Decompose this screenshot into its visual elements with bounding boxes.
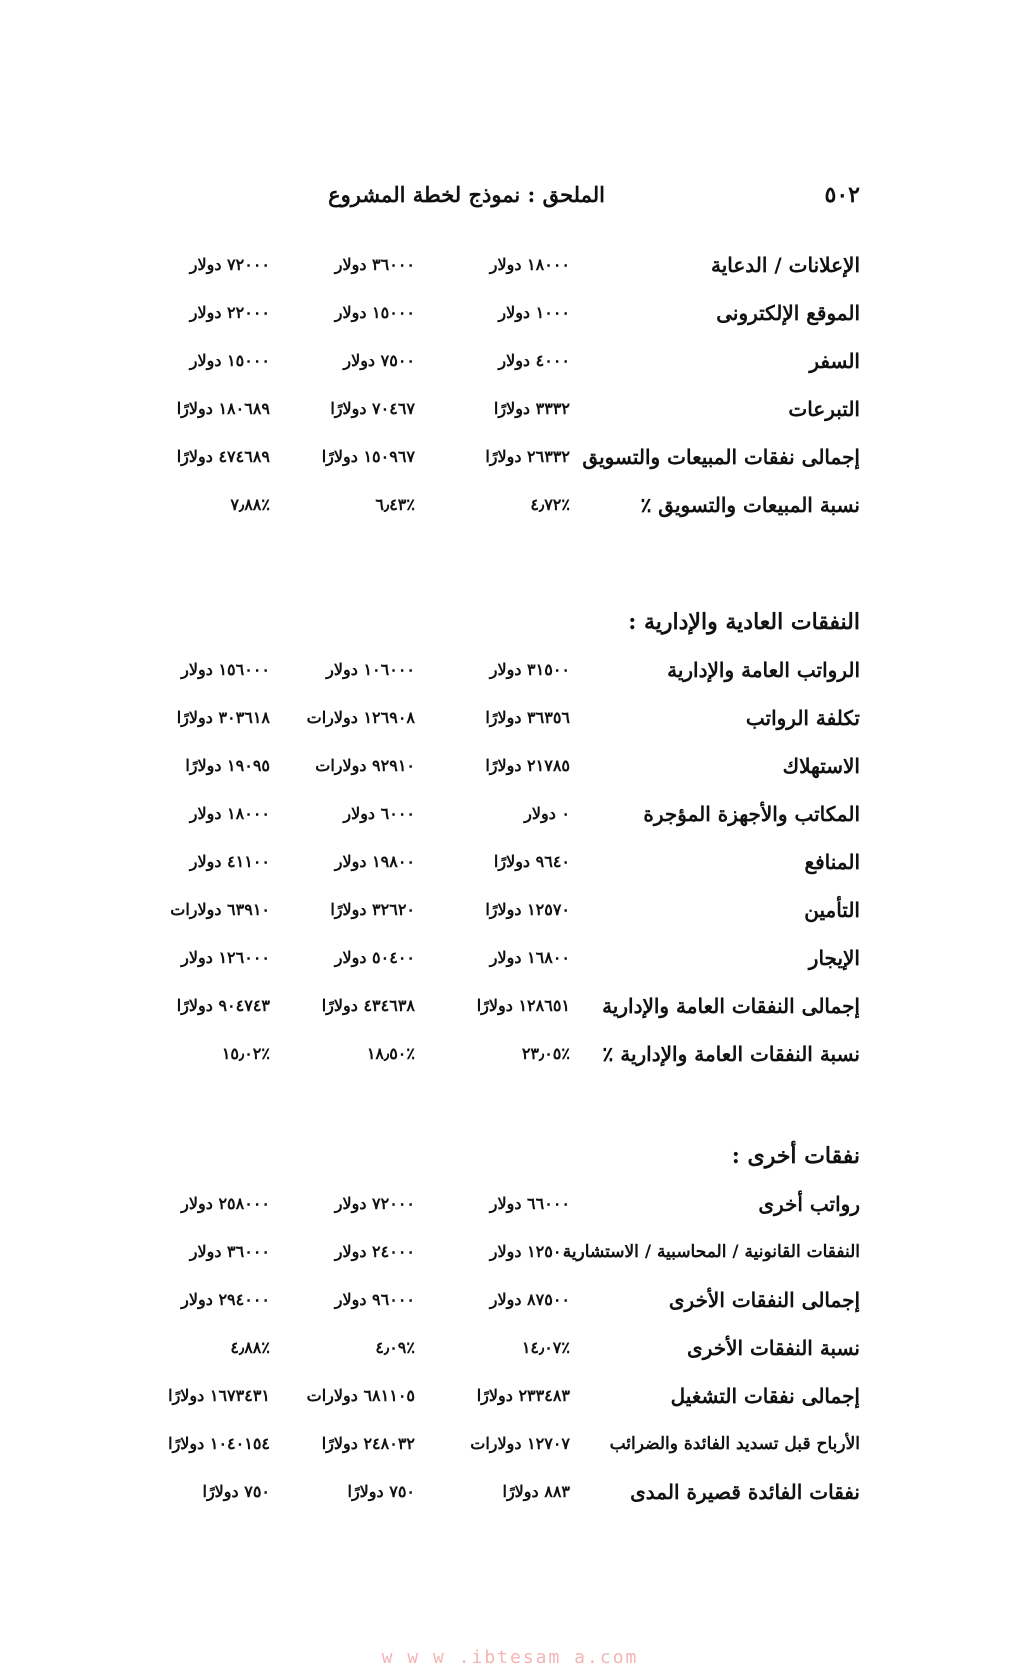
value-year-1: ٠ دولار bbox=[524, 804, 570, 823]
row-label: السفر bbox=[809, 349, 860, 373]
value-year-1: ٪٤٫٧٢ bbox=[530, 495, 570, 514]
value-year-3: ٣٠٣٦١٨ دولارًا bbox=[176, 708, 270, 727]
table-row bbox=[140, 385, 860, 433]
section-other-expenses bbox=[140, 1132, 860, 1516]
table-row bbox=[140, 1420, 860, 1468]
value-year-3: ٢٢٠٠٠ دولار bbox=[189, 303, 270, 322]
value-year-3: ٧٥٠ دولارًا bbox=[202, 1482, 270, 1501]
row-label: التبرعات bbox=[788, 397, 860, 421]
value-year-2: ١٩٨٠٠ دولار bbox=[334, 852, 415, 871]
row-label: نسبة النفقات العامة والإدارية ٪ bbox=[602, 1042, 860, 1066]
section-general-admin bbox=[140, 598, 860, 1078]
table-row-total bbox=[140, 1276, 860, 1324]
value-year-2: ٦٨١١٠٥ دولارات bbox=[306, 1386, 415, 1405]
row-label: النفقات القانونية / المحاسبية / الاستشارية bbox=[562, 1242, 860, 1262]
value-year-3: ٢٥٨٠٠٠ دولار bbox=[181, 1194, 270, 1213]
value-year-1: ١٢٨٦٥١ دولارًا bbox=[476, 996, 570, 1015]
value-year-2: ٦٠٠٠ دولار bbox=[343, 804, 415, 823]
value-year-1: ١٢٥٠٠ دولار bbox=[489, 1242, 570, 1261]
value-year-2: ٣٢٦٢٠ دولارًا bbox=[330, 900, 415, 919]
value-year-2: ٧٢٠٠٠ دولار bbox=[334, 1194, 415, 1213]
table-row-percent bbox=[140, 1324, 860, 1372]
row-label: الرواتب العامة والإدارية bbox=[667, 658, 860, 682]
value-year-1: ٢١٧٨٥ دولارًا bbox=[485, 756, 570, 775]
row-label: نفقات الفائدة قصيرة المدى bbox=[630, 1480, 860, 1504]
value-year-3: ١٥٦٠٠٠ دولار bbox=[181, 660, 270, 679]
table-row-percent bbox=[140, 481, 860, 529]
value-year-3: ١٩٠٩٥ دولارًا bbox=[185, 756, 270, 775]
value-year-3: ٤١١٠٠ دولار bbox=[189, 852, 270, 871]
table-row-percent bbox=[140, 1030, 860, 1078]
table-row-total bbox=[140, 982, 860, 1030]
value-year-3: ٪١٥٫٠٢ bbox=[221, 1044, 270, 1063]
row-label: نسبة النفقات الأخرى bbox=[687, 1336, 860, 1360]
watermark: w w w .ibtesam a.com bbox=[381, 1647, 639, 1668]
value-year-1: ٨٨٣ دولارًا bbox=[502, 1482, 570, 1501]
running-title: الملحق : نموذج لخطة المشروع bbox=[328, 182, 605, 207]
value-year-3: ٢٩٤٠٠٠ دولار bbox=[181, 1290, 270, 1309]
value-year-2: ٢٤٨٠٣٢ دولارًا bbox=[321, 1434, 415, 1453]
table-row bbox=[140, 241, 860, 289]
row-label: الإعلانات / الدعاية bbox=[710, 253, 860, 277]
value-year-1: ٪٢٣٫٠٥ bbox=[521, 1044, 570, 1063]
value-year-1: ١٠٠٠ دولار bbox=[498, 303, 570, 322]
row-label: الإيجار bbox=[808, 946, 860, 970]
table-row bbox=[140, 790, 860, 838]
table-row bbox=[140, 646, 860, 694]
value-year-1: ٣١٥٠٠ دولار bbox=[489, 660, 570, 679]
value-year-2: ٥٠٤٠٠ دولار bbox=[334, 948, 415, 967]
value-year-2: ١٢٦٩٠٨ دولارات bbox=[306, 708, 415, 727]
value-year-1: ٩٦٤٠ دولارًا bbox=[493, 852, 570, 871]
value-year-1: ١٨٠٠٠ دولار bbox=[489, 255, 570, 274]
table-row bbox=[140, 1180, 860, 1228]
value-year-1: ٨٧٥٠٠ دولار bbox=[489, 1290, 570, 1309]
value-year-1: ١٦٨٠٠ دولار bbox=[489, 948, 570, 967]
page-header bbox=[140, 182, 860, 222]
value-year-1: ١٢٥٧٠ دولارًا bbox=[485, 900, 570, 919]
value-year-2: ١٠٦٠٠٠ دولار bbox=[326, 660, 415, 679]
value-year-2: ٣٦٠٠٠ دولار bbox=[334, 255, 415, 274]
value-year-1: ٢٣٣٤٨٣ دولارًا bbox=[476, 1386, 570, 1405]
value-year-3: ٩٠٤٧٤٣ دولارًا bbox=[176, 996, 270, 1015]
value-year-1: ٤٠٠٠ دولار bbox=[498, 351, 570, 370]
value-year-1: ٢٦٣٣٢ دولارًا bbox=[485, 447, 570, 466]
table-row bbox=[140, 694, 860, 742]
value-year-1: ٪١٤٫٠٧ bbox=[521, 1338, 570, 1357]
row-label: رواتب أخرى bbox=[758, 1192, 860, 1216]
value-year-2: ٪٤٫٠٩ bbox=[375, 1338, 415, 1357]
value-year-3: ١٨٠٦٨٩ دولارًا bbox=[176, 399, 270, 418]
value-year-3: ١٢٦٠٠٠ دولار bbox=[181, 948, 270, 967]
value-year-2: ٩٢٩١٠ دولارات bbox=[315, 756, 415, 775]
row-label: التأمين bbox=[804, 898, 860, 922]
value-year-2: ٧٠٤٦٧ دولارًا bbox=[330, 399, 415, 418]
row-label: نسبة المبيعات والتسويق ٪ bbox=[640, 493, 860, 517]
value-year-3: ٪٧٫٨٨ bbox=[230, 495, 270, 514]
section-heading: النفقات العادية والإدارية : bbox=[628, 609, 860, 635]
value-year-1: ٣٦٣٥٦ دولارًا bbox=[485, 708, 570, 727]
table-row bbox=[140, 934, 860, 982]
value-year-3: ٦٣٩١٠ دولارات bbox=[170, 900, 270, 919]
value-year-1: ٦٦٠٠٠ دولار bbox=[489, 1194, 570, 1213]
row-label: تكلفة الرواتب bbox=[745, 706, 860, 730]
table-row bbox=[140, 1228, 860, 1276]
value-year-2: ٧٥٠٠ دولار bbox=[343, 351, 415, 370]
value-year-3: ١٨٠٠٠ دولار bbox=[189, 804, 270, 823]
table-row bbox=[140, 337, 860, 385]
row-label: إجمالى النفقات العامة والإدارية bbox=[602, 994, 860, 1018]
value-year-3: ١٠٤٠١٥٤ دولارًا bbox=[168, 1434, 270, 1453]
value-year-3: ١٦٧٣٤٣١ دولارًا bbox=[168, 1386, 270, 1405]
value-year-2: ١٥٠٩٦٧ دولارًا bbox=[321, 447, 415, 466]
value-year-2: ٩٦٠٠٠ دولار bbox=[334, 1290, 415, 1309]
value-year-2: ٪١٨٫٥٠ bbox=[366, 1044, 415, 1063]
value-year-2: ٪٦٫٤٣ bbox=[375, 495, 415, 514]
table-row bbox=[140, 742, 860, 790]
value-year-1: ١٢٧٠٧ دولارات bbox=[470, 1434, 570, 1453]
table-row bbox=[140, 1468, 860, 1516]
table-row-total bbox=[140, 1372, 860, 1420]
value-year-3: ٤٧٤٦٨٩ دولارًا bbox=[176, 447, 270, 466]
row-label: إجمالى نفقات المبيعات والتسويق bbox=[582, 445, 860, 469]
section-heading: نفقات أخرى : bbox=[731, 1143, 860, 1169]
value-year-2: ٢٤٠٠٠ دولار bbox=[334, 1242, 415, 1261]
value-year-2: ١٥٠٠٠ دولار bbox=[334, 303, 415, 322]
value-year-3: ٧٢٠٠٠ دولار bbox=[189, 255, 270, 274]
row-label: الاستهلاك bbox=[782, 754, 860, 778]
table-row bbox=[140, 886, 860, 934]
row-label: المنافع bbox=[804, 850, 860, 874]
section-sales-marketing bbox=[140, 241, 860, 529]
row-label: الأرباح قبل تسديد الفائدة والضرائب bbox=[609, 1434, 860, 1454]
table-row-total bbox=[140, 433, 860, 481]
row-label: الموقع الإلكترونى bbox=[716, 301, 860, 325]
value-year-2: ٤٣٤٦٣٨ دولارًا bbox=[321, 996, 415, 1015]
value-year-3: ٪٤٫٨٨ bbox=[230, 1338, 270, 1357]
table-row bbox=[140, 838, 860, 886]
value-year-1: ٣٣٣٢ دولارًا bbox=[493, 399, 570, 418]
value-year-3: ٣٦٠٠٠ دولار bbox=[189, 1242, 270, 1261]
row-label: المكاتب والأجهزة المؤجرة bbox=[643, 802, 860, 826]
value-year-2: ٧٥٠ دولارًا bbox=[347, 1482, 415, 1501]
value-year-3: ١٥٠٠٠ دولار bbox=[189, 351, 270, 370]
page-number: ٥٠٢ bbox=[824, 182, 860, 208]
row-label: إجمالى نفقات التشغيل bbox=[670, 1384, 860, 1408]
row-label: إجمالى النفقات الأخرى bbox=[668, 1288, 860, 1312]
table-row bbox=[140, 289, 860, 337]
